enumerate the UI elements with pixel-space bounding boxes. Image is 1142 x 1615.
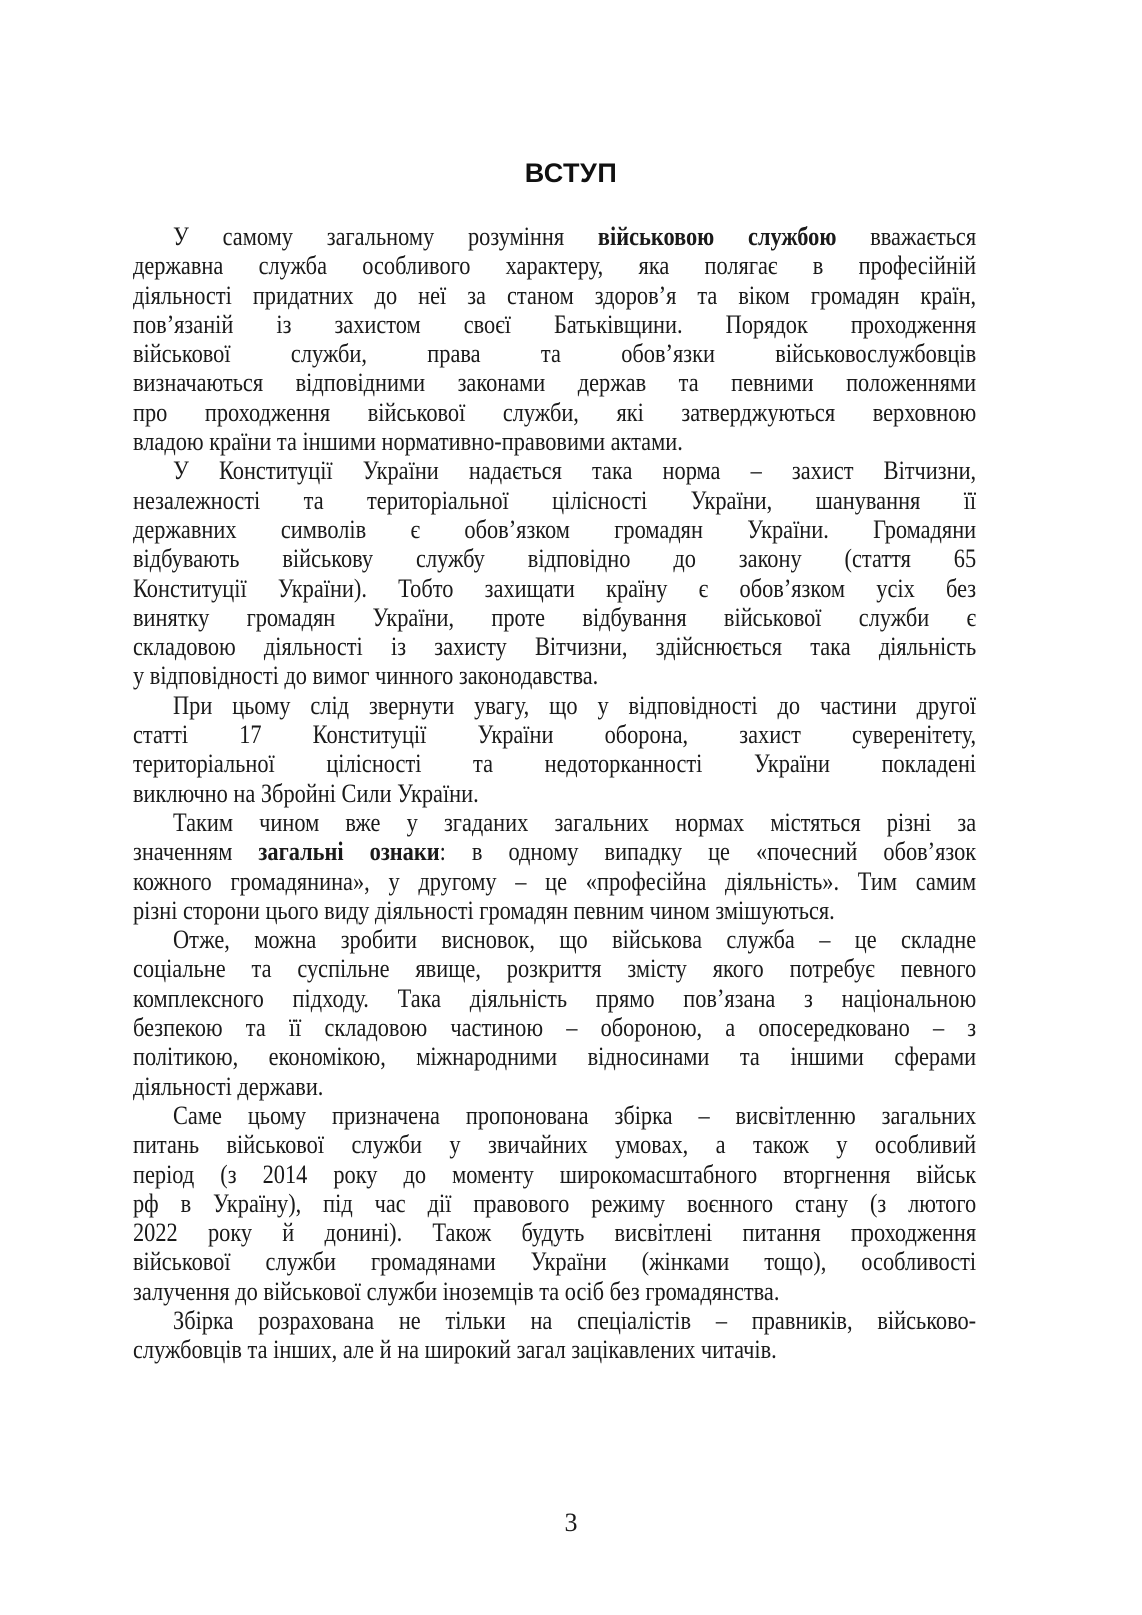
text-run: різні сторони цього виду діяльності громадян певним чином змішуються. (133, 895, 835, 925)
text-run: Отже, можна зробити висновок, що військова служба – це складне (173, 925, 977, 955)
text-line (133, 222, 976, 251)
text-line (133, 749, 976, 778)
text-line (133, 691, 976, 720)
paragraph (133, 808, 976, 925)
text-line (133, 427, 976, 456)
text-line (133, 603, 976, 632)
text-run: період (з 2014 року до моменту широкомасштабного вторгнення військ (133, 1159, 977, 1189)
text-line (133, 1277, 976, 1306)
text-run: про проходження військової служби, які затверджуються верховною (133, 397, 977, 427)
text-line (133, 896, 976, 925)
text-run: : в одному випадку це «почесний обов’язок (439, 837, 977, 867)
text-line (133, 456, 976, 485)
text-run: діяльності придатних до неї за станом здоров’я та віком громадян країн, (133, 280, 977, 310)
text-run: Збірка розрахована не тільки на спеціалістів – правників, військово- (173, 1305, 977, 1335)
text-line (133, 984, 976, 1013)
text-line (133, 339, 976, 368)
text-run: пов’язаній із захистом своєї Батьківщини. Порядок проходження (133, 309, 977, 339)
text-line (133, 574, 976, 603)
text-run: територіальної цілісності та недоторканності України покладені (133, 749, 977, 779)
text-run: Таким чином вже у згаданих загальних нормах містяться різні за (173, 807, 977, 837)
text-line (133, 1306, 976, 1335)
text-line (133, 515, 976, 544)
text-run: У Конституції України надається така норма – захист Вітчизни, (173, 456, 977, 486)
text-line (133, 251, 976, 280)
text-line (133, 398, 976, 427)
text-line (133, 1189, 976, 1218)
text-run: державних символів є обов’язком громадян України. Громадяни (133, 514, 977, 544)
page-number: 3 (564, 1508, 578, 1537)
text-run: кожного громадянина», у другому – це «професійна діяльність». Тим самим (133, 866, 977, 896)
text-run: виключно на Збройні Сили України. (133, 778, 479, 808)
text-run: у відповідності до вимог чинного законодавства. (133, 661, 599, 691)
text-line (133, 632, 976, 661)
text-run: визначаються відповідними законами держав та певними положеннями (133, 368, 977, 398)
text-line (133, 1013, 976, 1042)
text-run: Саме цьому призначена пропонована збірка – висвітленню загальних (173, 1100, 977, 1130)
text-line (133, 368, 976, 397)
text-run: складовою діяльності із захисту Вітчизни, здійснюється така діяльність (133, 632, 977, 662)
text-run: залучення до військової служби іноземців та осіб без громадянства. (133, 1276, 780, 1306)
paragraph (133, 691, 976, 808)
paragraph (133, 1306, 976, 1365)
text-run: статті 17 Конституції України оборона, захист суверенітету, (133, 720, 977, 750)
text-line (133, 779, 976, 808)
text-line (133, 1218, 976, 1247)
bold-term: військовою службою (597, 222, 837, 251)
text-line (133, 1042, 976, 1071)
document-body (133, 222, 976, 1365)
text-run: комплексного підходу. Така діяльність прямо пов’язана з національною (133, 983, 977, 1013)
text-line (133, 867, 976, 896)
paragraph (133, 222, 976, 456)
text-run: військової служби, права та обов’язки військовослужбовців (133, 339, 977, 369)
text-run: рф в Україну), під час дії правового режиму воєнного стану (з лютого (133, 1188, 977, 1218)
text-line (133, 1130, 976, 1159)
text-line (133, 1101, 976, 1130)
text-run: військової служби громадянами України (жінками тощо), особливості (133, 1247, 977, 1277)
text-line (133, 486, 976, 515)
bold-term: загальні ознаки (258, 837, 440, 867)
text-run: безпекою та її складовою частиною – обороною, а опосередковано – з (133, 1013, 977, 1043)
text-run: владою країни та іншими нормативно-правовими актами. (133, 427, 683, 457)
text-line (133, 1072, 976, 1101)
text-run: службовців та інших, але й на широкий загал зацікавлених читачів. (133, 1335, 777, 1365)
text-line (133, 661, 976, 690)
text-line (133, 1335, 976, 1364)
text-run: політикою, економікою, міжнародними відносинами та іншими сферами (133, 1042, 977, 1072)
text-run: 2022 року й донині). Також будуть висвітлені питання проходження (133, 1218, 977, 1248)
text-run: При цьому слід звернути увагу, що у відповідності до частини другої (173, 690, 977, 720)
text-line (133, 925, 976, 954)
text-run: У самому загальному розуміння (173, 222, 598, 251)
text-run: значенням (133, 837, 259, 867)
paragraph (133, 1101, 976, 1306)
text-run: Конституції України). Тобто захищати країну є обов’язком усіх без (133, 573, 977, 603)
text-run: державна служба особливого характеру, яка полягає в професійній (133, 251, 977, 281)
text-line (133, 808, 976, 837)
text-line (133, 1160, 976, 1189)
text-line (133, 1247, 976, 1276)
text-run: питань військової служби у звичайних умовах, а також у особливий (133, 1130, 977, 1160)
text-line (133, 310, 976, 339)
text-run: вважається (836, 222, 977, 251)
text-run: соціальне та суспільне явище, розкриття змісту якого потребує певного (133, 954, 977, 984)
text-run: незалежності та територіальної цілісності України, шанування її (133, 485, 977, 515)
text-run: відбувають військову службу відповідно до закону (стаття 65 (133, 544, 977, 574)
paragraph (133, 456, 976, 690)
page-title: ВСТУП (524, 158, 618, 188)
text-run: винятку громадян України, проте відбування військової служби є (133, 602, 977, 632)
text-line (133, 837, 976, 866)
text-line (133, 544, 976, 573)
text-line (133, 281, 976, 310)
paragraph (133, 925, 976, 1101)
text-line (133, 954, 976, 983)
text-run: діяльності держави. (133, 1071, 324, 1101)
text-line (133, 720, 976, 749)
